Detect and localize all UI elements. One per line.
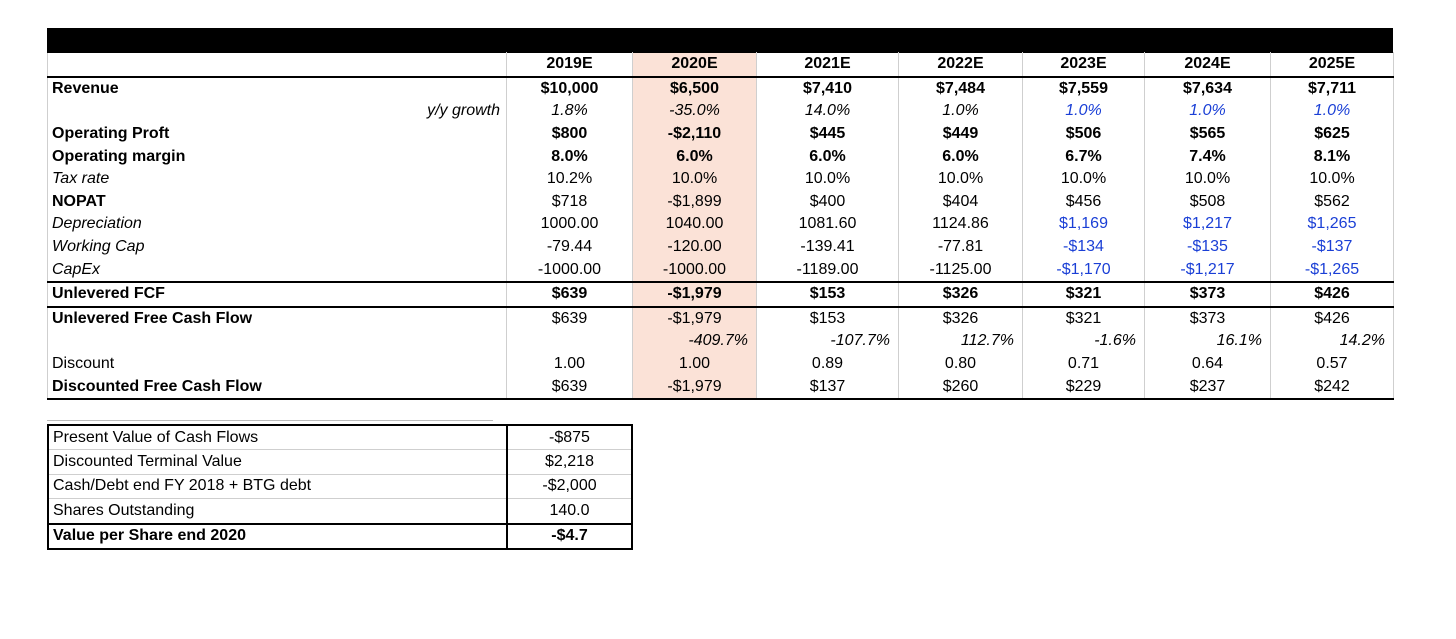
- summary-row-discounted-terminal-value: [48, 450, 632, 474]
- cell-working-cap-2020e: -120.00: [633, 236, 757, 259]
- row-revenue: [48, 77, 1394, 101]
- cell-operating-profit-2022e: $449: [899, 123, 1023, 146]
- cell-revenue-2022e: $7,484: [899, 77, 1023, 101]
- cell-tax-rate-2025e: 10.0%: [1271, 168, 1394, 191]
- cell-operating-margin-2023e: 6.7%: [1023, 145, 1145, 168]
- cell-working-cap-2021e: -139.41: [757, 236, 899, 259]
- cell-discount-2022e: 0.80: [899, 353, 1023, 376]
- cell-working-cap-2025e: -$137: [1271, 236, 1394, 259]
- cell-revenue-2024e: $7,634: [1145, 77, 1271, 101]
- row-discount: [48, 353, 1394, 376]
- row-capex: [48, 258, 1394, 282]
- row-label-operating-profit: Operating Proft: [48, 123, 507, 146]
- cell-discounted-free-cash-flow-2020e: -$1,979: [633, 375, 757, 399]
- cell-operating-profit-2024e: $565: [1145, 123, 1271, 146]
- year-header-2022e: 2022E: [899, 53, 1023, 77]
- row-operating-margin: [48, 145, 1394, 168]
- cell-depreciation-2023e: $1,169: [1023, 213, 1145, 236]
- summary-row-cash-debt: [48, 474, 632, 498]
- row-label-nopat: NOPAT: [48, 191, 507, 214]
- year-header-2025e: 2025E: [1271, 53, 1394, 77]
- cell-operating-margin-2021e: 6.0%: [757, 145, 899, 168]
- cell-operating-margin-2024e: 7.4%: [1145, 145, 1271, 168]
- cell-revenue-2019e: $10,000: [507, 77, 633, 101]
- row-label-depreciation: Depreciation: [48, 213, 507, 236]
- cell-discounted-free-cash-flow-2022e: $260: [899, 375, 1023, 399]
- summary-value-present-value-cash-flows: -$875: [507, 425, 632, 450]
- cell-operating-margin-2020e: 6.0%: [633, 145, 757, 168]
- row-label-revenue: Revenue: [48, 77, 507, 101]
- dcf-table: [47, 52, 1394, 400]
- year-header-2023e: 2023E: [1023, 53, 1145, 77]
- cell-working-cap-2019e: -79.44: [507, 236, 633, 259]
- summary-label-present-value-cash-flows: Present Value of Cash Flows: [48, 425, 507, 450]
- row-label-working-cap: Working Cap: [48, 236, 507, 259]
- cell-unlevered-free-cash-flow-2023e: $321: [1023, 307, 1145, 331]
- cell-yy-growth-2019e: 1.8%: [507, 100, 633, 123]
- cell-fcf-growth-2019e: [507, 330, 633, 353]
- cell-working-cap-2024e: -$135: [1145, 236, 1271, 259]
- row-label-unlevered-fcf: Unlevered FCF: [48, 282, 507, 307]
- cell-nopat-2023e: $456: [1023, 191, 1145, 214]
- cell-depreciation-2025e: $1,265: [1271, 213, 1394, 236]
- cell-tax-rate-2019e: 10.2%: [507, 168, 633, 191]
- cell-yy-growth-2021e: 14.0%: [757, 100, 899, 123]
- row-unlevered-fcf: [48, 282, 1394, 307]
- cell-fcf-growth-2025e: 14.2%: [1271, 330, 1394, 353]
- cell-capex-2025e: -$1,265: [1271, 258, 1394, 282]
- cell-depreciation-2022e: 1124.86: [899, 213, 1023, 236]
- row-nopat: [48, 191, 1394, 214]
- valuation-summary-table: [47, 424, 633, 550]
- row-fcf-growth: [48, 330, 1394, 353]
- cell-fcf-growth-2020e: -409.7%: [633, 330, 757, 353]
- cell-operating-profit-2025e: $625: [1271, 123, 1394, 146]
- cell-nopat-2019e: $718: [507, 191, 633, 214]
- cell-yy-growth-2023e: 1.0%: [1023, 100, 1145, 123]
- cell-tax-rate-2020e: 10.0%: [633, 168, 757, 191]
- cell-fcf-growth-2024e: 16.1%: [1145, 330, 1271, 353]
- cell-discount-2025e: 0.57: [1271, 353, 1394, 376]
- summary-row-value-per-share: [48, 524, 632, 549]
- cell-working-cap-2022e: -77.81: [899, 236, 1023, 259]
- row-label-discount: Discount: [48, 353, 507, 376]
- cell-depreciation-2019e: 1000.00: [507, 213, 633, 236]
- summary-label-cash-debt: Cash/Debt end FY 2018 + BTG debt: [48, 474, 507, 498]
- cell-discount-2023e: 0.71: [1023, 353, 1145, 376]
- cell-unlevered-free-cash-flow-2020e: -$1,979: [633, 307, 757, 331]
- summary-value-cash-debt: -$2,000: [507, 474, 632, 498]
- cell-yy-growth-2020e: -35.0%: [633, 100, 757, 123]
- cell-capex-2024e: -$1,217: [1145, 258, 1271, 282]
- cell-discount-2021e: 0.89: [757, 353, 899, 376]
- row-operating-profit: [48, 123, 1394, 146]
- cell-unlevered-fcf-2023e: $321: [1023, 282, 1145, 307]
- cell-revenue-2020e: $6,500: [633, 77, 757, 101]
- year-header-row: [48, 53, 1394, 77]
- summary-label-discounted-terminal-value: Discounted Terminal Value: [48, 450, 507, 474]
- cell-discounted-free-cash-flow-2019e: $639: [507, 375, 633, 399]
- cell-discount-2019e: 1.00: [507, 353, 633, 376]
- row-label-unlevered-free-cash-flow: Unlevered Free Cash Flow: [48, 307, 507, 331]
- header-blank-cell: [48, 53, 507, 77]
- cell-operating-profit-2023e: $506: [1023, 123, 1145, 146]
- cell-discounted-free-cash-flow-2024e: $237: [1145, 375, 1271, 399]
- cell-discounted-free-cash-flow-2021e: $137: [757, 375, 899, 399]
- cell-unlevered-free-cash-flow-2022e: $326: [899, 307, 1023, 331]
- cell-depreciation-2021e: 1081.60: [757, 213, 899, 236]
- cell-depreciation-2024e: $1,217: [1145, 213, 1271, 236]
- header-bar: [47, 28, 1393, 52]
- cell-operating-profit-2020e: -$2,110: [633, 123, 757, 146]
- cell-operating-margin-2019e: 8.0%: [507, 145, 633, 168]
- cell-tax-rate-2023e: 10.0%: [1023, 168, 1145, 191]
- cell-fcf-growth-2022e: 112.7%: [899, 330, 1023, 353]
- cell-unlevered-fcf-2021e: $153: [757, 282, 899, 307]
- cell-unlevered-fcf-2022e: $326: [899, 282, 1023, 307]
- cell-discount-2024e: 0.64: [1145, 353, 1271, 376]
- row-label-yy-growth: y/y growth: [48, 100, 507, 123]
- cell-unlevered-free-cash-flow-2025e: $426: [1271, 307, 1394, 331]
- cell-capex-2020e: -1000.00: [633, 258, 757, 282]
- row-label-fcf-growth: [48, 330, 507, 353]
- cell-unlevered-free-cash-flow-2021e: $153: [757, 307, 899, 331]
- cell-nopat-2020e: -$1,899: [633, 191, 757, 214]
- cell-revenue-2025e: $7,711: [1271, 77, 1394, 101]
- row-yy-growth: [48, 100, 1394, 123]
- cell-revenue-2023e: $7,559: [1023, 77, 1145, 101]
- cell-unlevered-fcf-2019e: $639: [507, 282, 633, 307]
- cell-unlevered-fcf-2024e: $373: [1145, 282, 1271, 307]
- year-header-2020e: 2020E: [633, 53, 757, 77]
- row-label-capex: CapEx: [48, 258, 507, 282]
- cell-yy-growth-2024e: 1.0%: [1145, 100, 1271, 123]
- row-depreciation: [48, 213, 1394, 236]
- cell-unlevered-free-cash-flow-2019e: $639: [507, 307, 633, 331]
- year-header-2024e: 2024E: [1145, 53, 1271, 77]
- cell-nopat-2025e: $562: [1271, 191, 1394, 214]
- summary-value-value-per-share: -$4.7: [507, 524, 632, 549]
- cell-tax-rate-2021e: 10.0%: [757, 168, 899, 191]
- cell-capex-2022e: -1125.00: [899, 258, 1023, 282]
- cell-depreciation-2020e: 1040.00: [633, 213, 757, 236]
- cell-unlevered-free-cash-flow-2024e: $373: [1145, 307, 1271, 331]
- cell-discounted-free-cash-flow-2023e: $229: [1023, 375, 1145, 399]
- summary-value-discounted-terminal-value: $2,218: [507, 450, 632, 474]
- cell-unlevered-fcf-2020e: -$1,979: [633, 282, 757, 307]
- cell-capex-2021e: -1189.00: [757, 258, 899, 282]
- cell-nopat-2024e: $508: [1145, 191, 1271, 214]
- year-header-2021e: 2021E: [757, 53, 899, 77]
- summary-value-shares-outstanding: 140.0: [507, 499, 632, 524]
- cell-unlevered-fcf-2025e: $426: [1271, 282, 1394, 307]
- summary-label-value-per-share: Value per Share end 2020: [48, 524, 507, 549]
- cell-capex-2023e: -$1,170: [1023, 258, 1145, 282]
- row-working-cap: [48, 236, 1394, 259]
- cell-operating-margin-2025e: 8.1%: [1271, 145, 1394, 168]
- cell-fcf-growth-2021e: -107.7%: [757, 330, 899, 353]
- cell-nopat-2021e: $400: [757, 191, 899, 214]
- cell-discounted-free-cash-flow-2025e: $242: [1271, 375, 1394, 399]
- cell-nopat-2022e: $404: [899, 191, 1023, 214]
- cell-fcf-growth-2023e: -1.6%: [1023, 330, 1145, 353]
- row-label-discounted-free-cash-flow: Discounted Free Cash Flow: [48, 375, 507, 399]
- cell-revenue-2021e: $7,410: [757, 77, 899, 101]
- cell-tax-rate-2022e: 10.0%: [899, 168, 1023, 191]
- cell-working-cap-2023e: -$134: [1023, 236, 1145, 259]
- cell-yy-growth-2022e: 1.0%: [899, 100, 1023, 123]
- row-label-operating-margin: Operating margin: [48, 145, 507, 168]
- cell-capex-2019e: -1000.00: [507, 258, 633, 282]
- summary-row-shares-outstanding: [48, 499, 632, 524]
- row-label-tax-rate: Tax rate: [48, 168, 507, 191]
- summary-label-shares-outstanding: Shares Outstanding: [48, 499, 507, 524]
- row-discounted-free-cash-flow: [48, 375, 1394, 399]
- year-header-2019e: 2019E: [507, 53, 633, 77]
- cell-operating-profit-2021e: $445: [757, 123, 899, 146]
- cell-yy-growth-2025e: 1.0%: [1271, 100, 1394, 123]
- row-tax-rate: [48, 168, 1394, 191]
- summary-row-present-value-cash-flows: [48, 425, 632, 450]
- separator-line: [47, 420, 493, 421]
- cell-operating-margin-2022e: 6.0%: [899, 145, 1023, 168]
- cell-discount-2020e: 1.00: [633, 353, 757, 376]
- cell-operating-profit-2019e: $800: [507, 123, 633, 146]
- row-unlevered-free-cash-flow: [48, 307, 1394, 331]
- cell-tax-rate-2024e: 10.0%: [1145, 168, 1271, 191]
